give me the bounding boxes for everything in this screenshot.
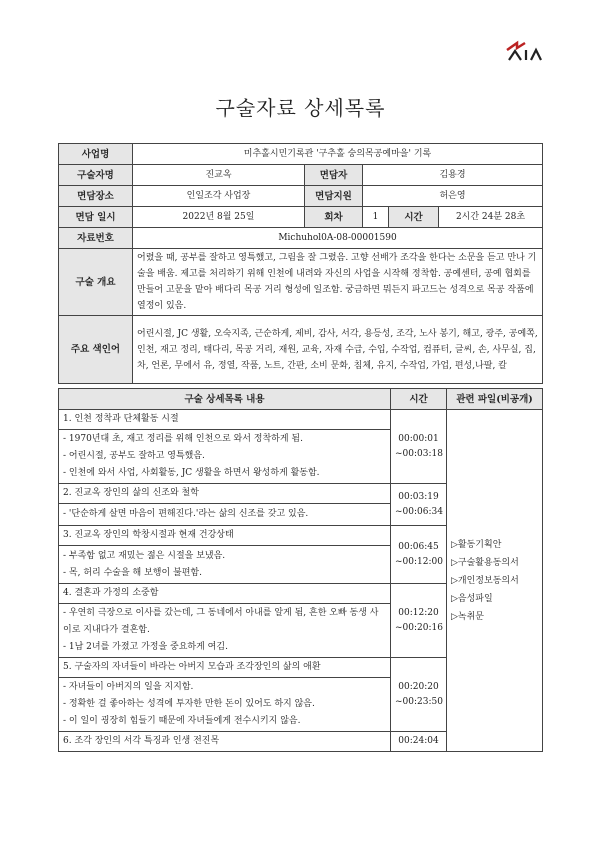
section-time: 00:00:01 ~00:03:18 [391,410,447,484]
place-label: 면담장소 [59,186,133,207]
section-items: - 부족함 없고 재밌는 젊은 시절을 보냈음. - 목, 허리 수술을 해 보행이 불편함. [59,546,391,584]
summary-text: 어렸을 때, 공부를 잘하고 영특했고, 그림을 잘 그렸음. 고향 선배가 조각을 한다는 소문을 듣고 만나 기술을 배움. 제고를 처리하기 위해 인천에 내려와 자신의 사업을 시작해 정착함. 공예센터, 공예 협회를 만들어 고문을 맡아 배다리 목공 거리 형성에 일조함. 궁금하면 뭐든지 파고드는 성격으로 목공 작품에 열정이 있음. [133,249,543,316]
file-item: ▷구술활용동의서 [451,557,519,568]
interviewer-label: 면담자 [305,165,363,186]
detail-table [58,388,543,752]
narrator-label: 구술자명 [59,165,133,186]
interviewer-value: 김용경 [363,165,543,186]
section-items: - 1970년대 초, 재고 정리를 위해 인천으로 와서 정착하게 됨. - 어린시절, 공부도 잘하고 영특했음. - 인천에 와서 사업, 사회활동, JC 생활을 하면서 왕성하게 활동함. [59,430,391,484]
file-item: ▷활동기획안 [451,539,502,550]
logo-icon [505,40,545,62]
section-items: - 자녀들이 아버지의 일을 지지함. - 정확한 걸 좋아하는 성격에 투자한 만한 돈이 있어도 하지 않음. - 이 일이 굉장히 힘들기 때문에 자녀들에게 전수시키지 않음. [59,678,391,732]
support-value: 허은영 [363,186,543,207]
section-title: 1. 인천 정착과 단체활동 시절 [59,410,391,430]
section-items: - 우연히 극장으로 이사를 갔는데, 그 동네에서 아내를 알게 됨, 흔한 오빠 동생 사이로 지내다가 결혼함. - 1남 2녀를 가졌고 가정을 중요하게 여김. [59,604,391,658]
detail-files-header: 관련 파일(비공개) [447,389,543,410]
support-label: 면담지원 [305,186,363,207]
section-time: 00:06:45 ~00:12:00 [391,526,447,584]
section-title: 3. 진교옥 장인의 학창시절과 현재 건강상태 [59,526,391,546]
duration-label: 시간 [389,207,439,228]
date-value: 2022년 8월 25일 [133,207,305,228]
date-label: 면담 일시 [59,207,133,228]
file-item: ▷개인정보동의서 [451,575,519,586]
narrator-value: 진교옥 [133,165,305,186]
keywords-text: 어린시절, JC 생활, 오숙지족, 근순하게, 제비, 감사, 서각, 용등성, 조각, 노사 봉기, 해고, 광주, 공예쪽, 인천, 재고 정리, 태다리, 목공 거리, 재원, 교육, 자재 수급, 수입, 수작업, 컴퓨터, 글씨, 손, 사무실, 집, 차, 언론, 무에서 유, 정열, 작품, 노트, 간판, 소비 문화, 침체, 유지, 수작업, 가업, 편성,나팔, 칼 [133,316,543,384]
section-time: 00:03:19 ~00:06:34 [391,484,447,526]
duration-value: 2시간 24분 28초 [439,207,543,228]
section-time: 00:24:04 [391,732,447,752]
section-title: 6. 조각 장인의 서각 특징과 인생 전진목 [59,732,391,752]
summary-label: 구술 개요 [59,249,133,316]
file-item: ▷녹취문 [451,611,485,622]
section-title: 2. 진교옥 장인의 삶의 신조와 철학 [59,484,391,504]
id-value: Michuhol0A-08-00001590 [133,228,543,249]
info-table [58,143,543,384]
session-label: 회차 [305,207,363,228]
id-label: 자료번호 [59,228,133,249]
section-title: 5. 구술자의 자녀들이 바라는 아버지 모습과 조각장인의 삶의 애환 [59,658,391,678]
page-title: 구술자료 상세목록 [215,96,386,120]
section-items: - '단순하게 살면 마음이 편해진다.'라는 삶의 신조를 갖고 있음. [59,504,391,526]
project-value: 미추홀시민기록관 '구추홀 숭의목공예마을' 기록 [133,144,543,165]
section-title: 4. 결혼과 가정의 소중함 [59,584,391,604]
session-value: 1 [363,207,389,228]
section-time: 00:20:20 ~00:23:50 [391,658,447,732]
detail-content-header: 구술 상세목록 내용 [59,389,391,410]
project-label: 사업명 [59,144,133,165]
keywords-label: 주요 색인어 [59,316,133,384]
related-files [447,410,543,752]
file-item: ▷음성파일 [451,593,493,604]
place-value: 인일조각 사업장 [133,186,305,207]
detail-time-header: 시간 [391,389,447,410]
section-time: 00:12:20 ~00:20:16 [391,584,447,658]
